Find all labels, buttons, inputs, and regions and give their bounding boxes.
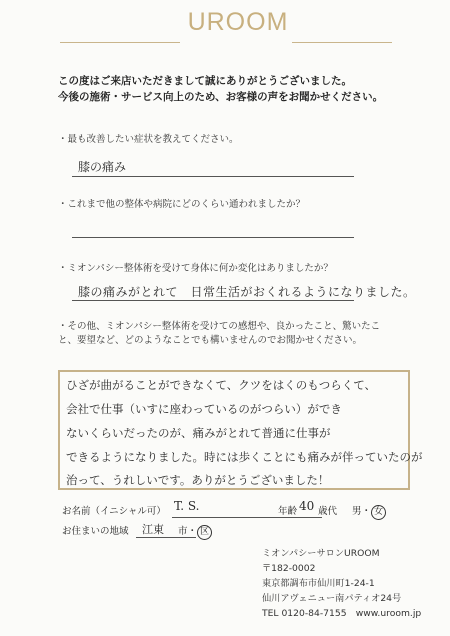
gender-male: 男 (352, 506, 362, 517)
name-age-row (62, 499, 412, 519)
question-4: ・その他、ミオンパシー整体術を受けての感想や、良かったこと、驚いたこと、要望など、どのようなことでも構いませんのでお聞かせください。 (58, 321, 381, 346)
shop-address1: 東京都調布市仙川町1-24-1 (262, 578, 375, 589)
intro-line: 今後の施術・サービス向上のため、お客様の声をお聞かせください。 (58, 91, 384, 103)
shop-address2: 仙川アヴェニュー南パティオ24号 (262, 593, 402, 604)
answer-line (72, 176, 354, 177)
answer-1: 膝の痛み (78, 160, 127, 174)
intro-text (58, 73, 383, 105)
answer-3: 膝の痛みがとれて 日常生活がおくれるようになりました。 (78, 285, 416, 299)
logo-divider-left (60, 42, 180, 43)
question-3: ・ミオンパシー整体術を受けて身体に何か変化はありましたか？ (58, 263, 333, 274)
comment-box (58, 370, 423, 490)
shop-contact: TEL 0120-84-7155 www.uroom.jp (262, 608, 422, 619)
comment-line: できるようになりました。時には歩くことにも痛みが伴っていたのが (66, 450, 423, 464)
answer-line (72, 237, 354, 238)
gender-female-circled: 女 (371, 505, 386, 520)
age-suffix: 歳代 (318, 506, 338, 517)
answer-line (72, 300, 354, 301)
intro-line: この度はご来店いただきまして誠にありがとうございました。 (58, 75, 352, 87)
shop-postal: 〒182-0002 (262, 563, 316, 574)
name-value: T. S. (174, 499, 200, 513)
address-row (62, 523, 262, 539)
name-underline (172, 517, 322, 518)
gender-field: 男・ 女 (352, 503, 386, 520)
shop-name: ミオンパシーサロンUROOM (262, 548, 380, 559)
age-label: 年齢 (278, 506, 298, 517)
age-value: 40 (299, 499, 315, 513)
question-1: ・最も改善したい症状を教えてください。 (58, 134, 239, 145)
comment-line: 会社で仕事（いすに座わっているのがつらい）ができ (66, 402, 342, 416)
comment-line: ひざが曲がることができなくて、クツをはくのもつらくて、 (66, 378, 377, 392)
address-label: お住まいの地域 (62, 526, 129, 537)
header (0, 8, 450, 42)
address-ward-circled: 区 (197, 525, 212, 540)
question-2: ・これまで他の整体や病院にどのくらい通われましたか？ (58, 199, 306, 210)
address-city: 市 (178, 526, 188, 537)
address-suffix: 市・ 区 (178, 523, 212, 540)
comment-line: ないくらいだったのが、痛みがとれて普通に仕事が (66, 426, 331, 440)
address-value: 江東 (142, 523, 164, 536)
logo-divider-right (292, 42, 392, 43)
shop-info (262, 546, 421, 621)
brand-logo: UROOM (187, 8, 289, 36)
name-label: お名前（イニシャル可） (62, 506, 166, 517)
comment-line: 治って、うれしいです。ありがとうございました！ (66, 473, 330, 487)
